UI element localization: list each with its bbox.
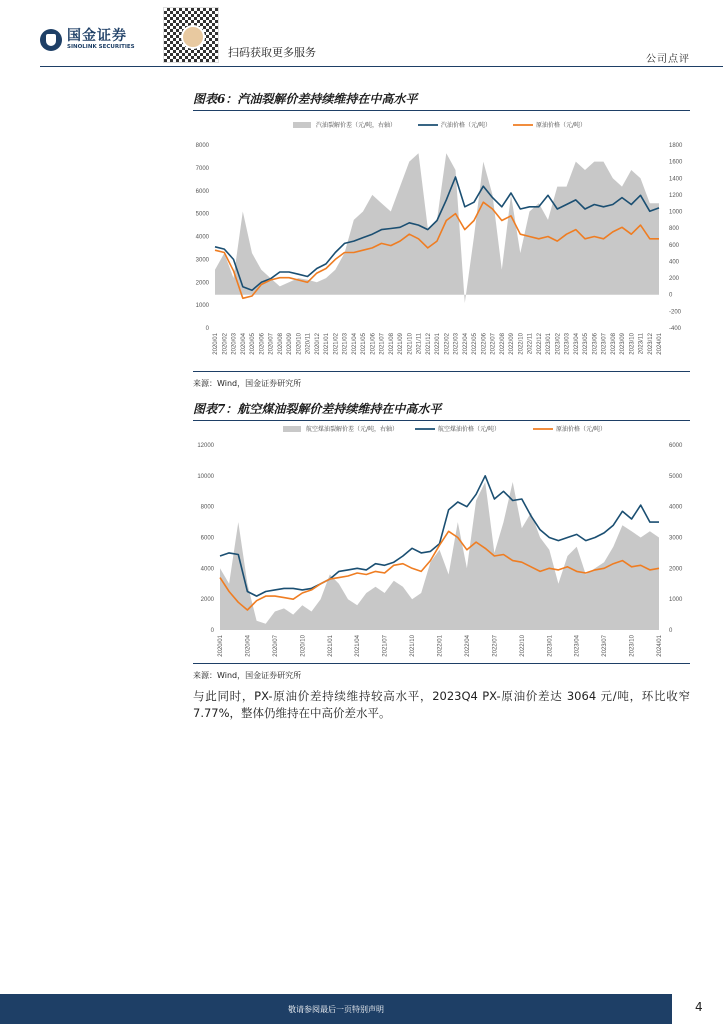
chart0-xtick: 2023/10 [629, 333, 636, 355]
chart0-xtick: 2020/03 [231, 333, 238, 355]
chart0-xtick: 2020/05 [250, 333, 256, 355]
chart1-ytick-right: 3000 [669, 535, 683, 542]
chart1-xtick: 2022/07 [492, 635, 499, 657]
chart0-xtick: 2020/02 [222, 333, 229, 355]
chart0-ytick-left: 6000 [195, 188, 209, 195]
chart0-ytick-right: 1000 [669, 209, 683, 216]
chart0-legend-label: 汽油价格（元/吨） [441, 122, 492, 129]
chart1-series-spread-area [220, 482, 659, 630]
chart0-xtick: 2020/06 [259, 333, 266, 355]
chart0-xtick: 2022/09 [509, 333, 515, 355]
chart0-ytick-left: 1000 [195, 303, 209, 310]
chart0-xtick: 2023/02 [555, 333, 562, 355]
logo-english-name: SINOLINK SECURITIES [67, 44, 135, 50]
chart1-xtick: 2020/04 [245, 635, 252, 657]
chart0-xtick: 2023/09 [620, 333, 626, 355]
chart0-xtick: 2023/04 [573, 333, 580, 355]
chart1-xtick: 2023/04 [574, 635, 581, 657]
chart0-xtick: 2022/06 [481, 333, 488, 355]
chart0-ytick-right: 600 [669, 242, 680, 249]
chart0-xtick: 2023/06 [592, 333, 599, 355]
figure7-bottom-divider [193, 663, 690, 664]
chart1-legend-swatch [283, 426, 301, 432]
page-header [0, 0, 724, 68]
chart1-xtick: 2020/10 [300, 635, 307, 657]
chart1-xtick: 2022/01 [437, 635, 444, 657]
body-paragraph: 与此同时，PX-原油价差持续维持较高水平，2023Q4 PX-原油价差达 3064 元/吨，环比收窄 7.77%，整体仍维持在中高价差水平。 [193, 689, 690, 720]
chart0-xtick: 2022/12 [536, 333, 543, 355]
chart1-ytick-right: 5000 [669, 473, 683, 480]
chart0-xtick: 2022/04 [462, 333, 469, 355]
chart0-ytick-right: 1200 [669, 192, 683, 199]
chart0-xtick: 2020/10 [296, 333, 303, 355]
footer-disclaimer[interactable]: 敬请参阅最后一页特别声明 [288, 1005, 384, 1014]
logo-emblem-icon [40, 29, 62, 51]
chart0-xtick: 2022/01 [435, 333, 441, 355]
chart0-ytick-left: 0 [205, 326, 209, 332]
chart0-xtick: 2020/11 [305, 333, 312, 355]
chart0-ytick-right: 1400 [669, 176, 683, 183]
header-divider [40, 66, 723, 67]
chart0-xtick: 2022/11 [527, 333, 534, 355]
chart0-xtick: 2023/08 [610, 333, 617, 355]
chart0-xtick: 2022/10 [518, 333, 525, 355]
chart0-ytick-left: 8000 [195, 143, 209, 149]
chart0-xtick: 2021/03 [342, 333, 349, 355]
chart0-xtick: 2021/04 [351, 333, 358, 355]
chart0-xtick: 2023/11 [638, 333, 645, 355]
chart0-xtick: 2021/02 [333, 333, 340, 355]
figure6-divider [193, 110, 690, 111]
chart0-xtick: 2021/11 [416, 333, 423, 355]
chart0-ytick-right: -200 [669, 309, 682, 316]
chart0-xtick: 2023/01 [546, 333, 552, 355]
chart1-legend-label: 航空煤油价格（元/吨） [438, 426, 501, 433]
chart1-xtick: 2020/01 [218, 635, 224, 657]
chart0-xtick: 2020/01 [213, 333, 219, 355]
chart0-xtick: 2021/09 [398, 333, 404, 355]
logo-chinese-name: 国金证券 [67, 28, 127, 44]
chart0-xtick: 2021/06 [370, 333, 377, 355]
chart1-xtick: 2021/07 [382, 635, 389, 657]
chart1-xtick: 2022/04 [464, 635, 471, 657]
chart1-legend-label: 航空煤油裂解价差（元/吨，右轴） [306, 426, 399, 433]
chart1-ytick-right: 1000 [669, 597, 683, 604]
chart1-ytick-right: 0 [669, 628, 673, 634]
page-number: 4 [695, 1000, 703, 1014]
figure7-source: 来源：Wind，国金证券研究所 [193, 671, 302, 680]
chart1-xtick: 2021/01 [327, 635, 334, 657]
chart0-ytick-right: 400 [669, 259, 680, 266]
chart1-xtick: 2021/10 [410, 635, 417, 657]
chart0-legend-swatch [293, 122, 311, 128]
qr-code-icon[interactable] [163, 7, 219, 63]
chart1-ytick-left: 12000 [197, 443, 214, 449]
chart1-ytick-right: 6000 [669, 443, 683, 449]
chart0-xtick: 2022/07 [490, 333, 497, 355]
chart0-xtick: 2021/08 [388, 333, 395, 355]
chart1-xtick: 2022/10 [519, 635, 526, 657]
chart0-xtick: 2020/09 [287, 333, 293, 355]
chart1-xtick: 2023/10 [629, 635, 636, 657]
figure6-source: 来源：Wind，国金证券研究所 [193, 379, 302, 388]
figure7-chart [193, 422, 690, 662]
chart0-xtick: 2021/01 [324, 333, 330, 355]
chart0-xtick: 2022/02 [444, 333, 451, 355]
chart1-ytick-left: 10000 [197, 473, 214, 480]
chart0-xtick: 2022/05 [472, 333, 478, 355]
chart0-xtick: 2020/08 [277, 333, 284, 355]
chart0-xtick: 2020/04 [240, 333, 247, 355]
chart0-series-spread-area [215, 153, 659, 303]
chart0-xtick: 2021/05 [361, 333, 367, 355]
chart1-xtick: 2023/07 [602, 635, 609, 657]
figure6-chart [193, 115, 690, 370]
chart0-xtick: 2020/12 [314, 333, 321, 355]
chart0-ytick-left: 3000 [195, 257, 209, 264]
chart0-xtick: 2024/01 [657, 333, 663, 355]
chart0-xtick: 2023/07 [601, 333, 608, 355]
chart0-ytick-left: 4000 [195, 234, 209, 241]
chart0-ytick-right: 1600 [669, 159, 683, 166]
chart0-xtick: 2021/12 [425, 333, 432, 355]
chart0-xtick: 2020/07 [268, 333, 275, 355]
chart0-ytick-left: 2000 [195, 280, 209, 287]
chart0-xtick: 2023/12 [647, 333, 654, 355]
chart0-ytick-right: -400 [669, 326, 682, 332]
chart0-xtick: 2023/05 [583, 333, 589, 355]
chart1-ytick-left: 2000 [200, 597, 214, 604]
chart1-ytick-left: 4000 [200, 566, 214, 573]
chart0-xtick: 2021/07 [379, 333, 386, 355]
figure7-divider [193, 420, 690, 421]
report-type-label: 公司点评 [646, 54, 690, 65]
chart1-xtick: 2020/07 [272, 635, 279, 657]
chart0-ytick-left: 7000 [195, 165, 209, 172]
figure6-title: 图表6：汽油裂解价差持续维持在中高水平 [193, 92, 418, 106]
qr-caption: 扫码获取更多服务 [228, 46, 316, 59]
chart1-xtick: 2023/01 [547, 635, 554, 657]
chart0-ytick-right: 800 [669, 226, 680, 233]
chart1-ytick-left: 6000 [200, 535, 214, 542]
chart0-xtick: 2022/03 [453, 333, 460, 355]
chart1-ytick-left: 0 [210, 628, 214, 634]
chart0-xtick: 2023/03 [564, 333, 571, 355]
chart1-ytick-right: 2000 [669, 566, 683, 573]
sinolink-logo [40, 29, 135, 51]
chart0-legend-label: 汽油裂解价差（元/吨，右轴） [316, 122, 397, 129]
chart1-ytick-right: 4000 [669, 504, 683, 511]
chart0-xtick: 2022/08 [499, 333, 506, 355]
chart1-xtick: 2024/01 [657, 635, 663, 657]
chart1-xtick: 2021/04 [355, 635, 362, 657]
chart0-ytick-right: 0 [669, 292, 673, 299]
chart0-xtick: 2021/10 [407, 333, 414, 355]
chart1-legend-label: 原油价格（元/吨） [556, 426, 607, 433]
figure6-bottom-divider [193, 371, 690, 372]
figure7-title: 图表7：航空煤油裂解价差持续维持在中高水平 [193, 402, 442, 416]
chart0-ytick-right: 1800 [669, 143, 683, 149]
chart0-legend-label: 原油价格（元/吨） [536, 122, 587, 129]
chart1-ytick-left: 8000 [200, 504, 214, 511]
chart0-ytick-left: 5000 [195, 211, 209, 218]
chart0-ytick-right: 200 [669, 276, 680, 283]
